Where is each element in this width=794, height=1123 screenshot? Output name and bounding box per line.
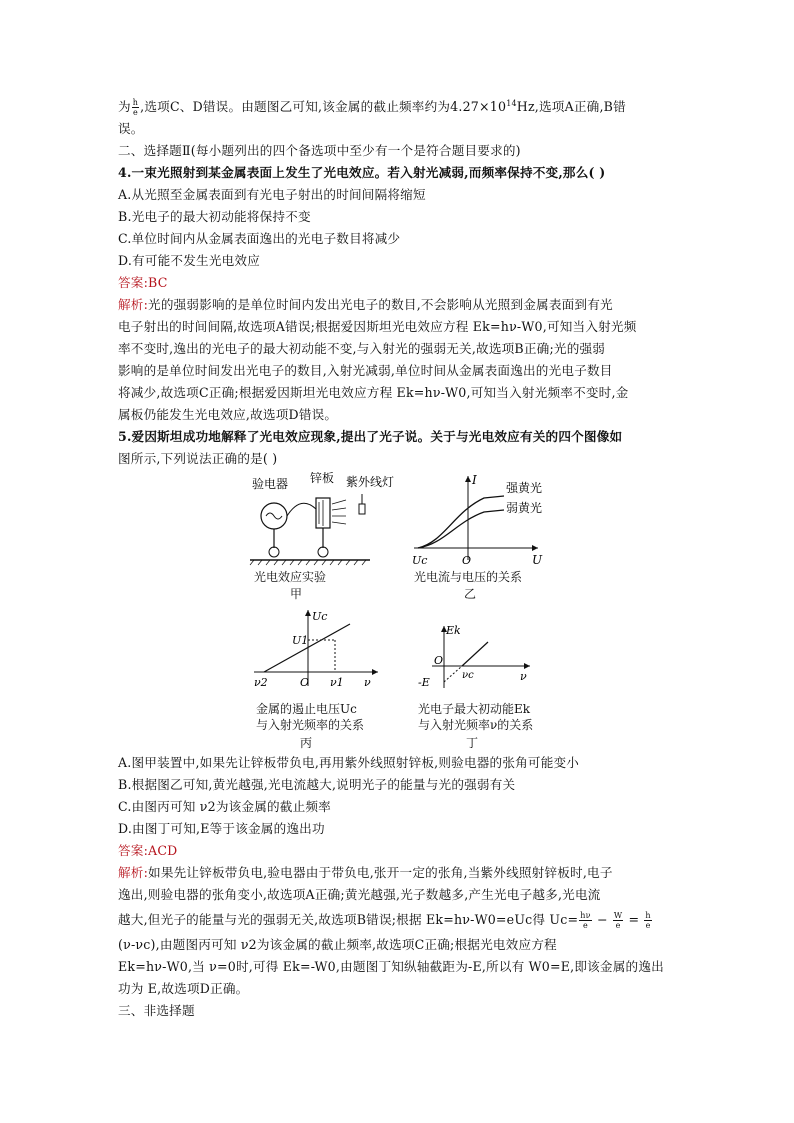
- answer: 答案:BC: [118, 275, 168, 290]
- analysis-line: 越大,但光子的能量与光的强弱无关,故选项B错误;根据 Ek=hν-W0=eUc得 Uc= $\frac{h\nu}{e}$ − $\frac{W}{e}$ = $\frac{h}{e}$: [118, 911, 651, 930]
- document-page: [118, 96, 684, 1022]
- fraction: $\frac{h}{e}$: [132, 98, 139, 117]
- caption-jia: 光电效应实验: [254, 570, 327, 584]
- option: D.有可能不发生光电效应: [118, 253, 260, 268]
- analysis-line: 将减少,故选项C正确;根据爱因斯坦光电效应方程 Ek=hν-W0,可知当入射光频率不变时,金: [118, 385, 629, 400]
- option: B.根据图乙可知,黄光越强,光电流越大,说明光子的能量与光的强弱有关: [118, 777, 516, 792]
- text-line: 误。: [118, 121, 144, 136]
- curve-weak: 弱黄光: [506, 501, 543, 515]
- question-stem: 5.爱因斯坦成功地解释了光电效应现象,提出了光子说。关于与光电效应有关的四个图像如: [118, 429, 623, 444]
- question-stem: 4.一束光照射到某金属表面上发生了光电效应。若入射光减弱,而频率保持不变,那么( ): [118, 165, 606, 180]
- axis-uc: Uc: [312, 610, 328, 623]
- analysis-line: 功为 E,故选项D正确。: [118, 981, 249, 996]
- text-line: 为 $\frac{h}{e}$ ,选项C、D错误。由题图乙可知,该金属的截止频率约为$4.27\times 10^{14}Hz$,选项A正确,B错: [118, 98, 626, 117]
- tag-bing: 丙: [300, 736, 313, 750]
- answer: 答案:ACD: [118, 843, 178, 858]
- caption-ding-2: 与入射光频率ν的关系: [418, 718, 534, 732]
- label-o: O: [434, 654, 444, 667]
- figure-jia-apparatus: [246, 472, 396, 580]
- axis-u: U: [532, 553, 543, 567]
- caption-bing-1: 金属的遏止电压Uc: [256, 702, 357, 716]
- option: B.光电子的最大初动能将保持不变: [118, 209, 311, 224]
- analysis-line: 电子射出的时间间隔,故选项A错误;根据爱因斯坦光电效应方程 Ek=hν-W0,可知当入射光频: [118, 319, 637, 334]
- analysis-line: (ν-νc),由题图丙可知 ν2为该金属的截止频率,故选项C正确;根据光电效应方程: [118, 937, 557, 952]
- tag-jia: 甲: [290, 587, 303, 601]
- figure-yi-iu-graph: [404, 472, 554, 568]
- label-neg-e: -E: [418, 676, 430, 689]
- option: D.由图丁可知,E等于该金属的逸出功: [118, 821, 325, 836]
- fraction: $\frac{h}{e}$: [645, 911, 651, 930]
- analysis-line: 解析:如果先让锌板带负电,验电器由于带负电,张开一定的张角,当紫外线照射锌板时,电子: [118, 865, 613, 880]
- caption-ding-1: 光电子最大初动能Ek: [418, 702, 531, 716]
- analysis-line: 逸出,则验电器的张角变小,故选项A正确;黄光越强,光子数越多,产生光电子越多,光电流: [118, 887, 601, 902]
- label-zinc: 锌板: [310, 472, 335, 485]
- label-lamp: 紫外线灯: [346, 475, 395, 489]
- fraction: $\frac{h\nu}{e}$: [580, 911, 591, 930]
- label-o: O: [300, 676, 310, 689]
- axis-ek: Ek: [446, 624, 461, 637]
- analysis-line: Ek=hν-W0,当 ν=0时,可得 Ek=-W0,由题图丁知纵轴截距为-E,所以有 W0=E,即该金属的逸出: [118, 959, 664, 974]
- section-heading: 三、非选择题: [118, 1003, 195, 1018]
- analysis-line: 属板仍能发生光电效应,故选项D错误。: [118, 407, 338, 422]
- caption-bing-2: 与入射光频率的关系: [256, 718, 365, 732]
- label-nuc: νc: [462, 670, 474, 681]
- analysis-line: 影响的是单位时间发出光电子的数目,入射光减弱,单位时间从金属表面逸出的光电子数目: [118, 363, 613, 378]
- curve-strong: 强黄光: [506, 481, 543, 495]
- label-nu2: ν2: [254, 676, 268, 689]
- figure-group: [118, 472, 684, 752]
- axis-nu: ν: [364, 676, 371, 689]
- analysis-line: 解析:光的强弱影响的是单位时间内发出光电子的数目,不会影响从光照到金属表面到有光: [118, 297, 613, 312]
- option: A.从光照至金属表面到有光电子射出的时间间隔将缩短: [118, 187, 426, 202]
- option: C.由图丙可知 ν2为该金属的截止频率: [118, 799, 331, 814]
- label-u1: U1: [292, 634, 309, 647]
- fraction: $\frac{W}{e}$: [613, 911, 623, 930]
- figure-bing-uc-nu-graph: [250, 606, 382, 698]
- label-o: O: [462, 554, 472, 567]
- tag-yi: 乙: [464, 587, 477, 601]
- caption-yi: 光电流与电压的关系: [414, 570, 523, 584]
- axis-nu: ν: [520, 670, 527, 683]
- option: A.图甲装置中,如果先让锌板带负电,再用紫外线照射锌板,则验电器的张角可能变小: [118, 755, 580, 770]
- option: C.单位时间内从金属表面逸出的光电子数目将减少: [118, 231, 401, 246]
- tag-ding: 丁: [466, 736, 479, 750]
- figure-ding-ek-nu-graph: [416, 622, 536, 698]
- question-stem: 图所示,下列说法正确的是( ): [118, 451, 278, 466]
- label-electroscope: 验电器: [252, 477, 289, 491]
- section-heading: 二、选择题Ⅱ(每小题列出的四个备选项中至少有一个是符合题目要求的): [118, 143, 521, 158]
- label-uc: Uc: [412, 554, 428, 567]
- label-nu1: ν1: [330, 676, 344, 689]
- axis-i: I: [472, 473, 477, 487]
- analysis-line: 率不变时,逸出的光电子的最大初动能不变,与入射光的强弱无关,故选项B正确;光的强弱: [118, 341, 606, 356]
